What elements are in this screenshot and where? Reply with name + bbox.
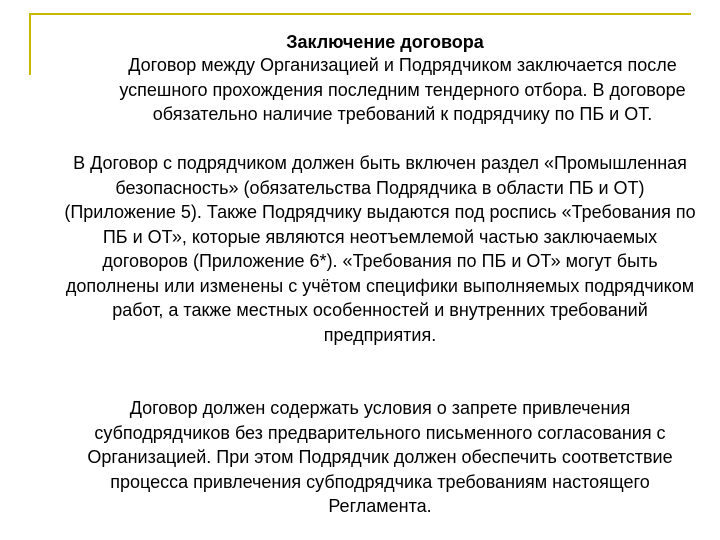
frame-top-line [29, 13, 691, 15]
paragraph-contract-conclusion: Договор между Организацией и Подрядчиком заключается после успешного прохождения последним тендерного отбора. В договоре обязательно наличие требований к подрядчику по ПБ и ОТ. [119, 55, 686, 124]
paragraph-subcontractors: Договор должен содержать условия о запрете привлечения субподрядчиков без предварительного письменного согласования с Организацией. При этом Подрядчик должен обеспечить соответствие процесса привлечения субподрядчика требованиям настоящего Регламента. [87, 398, 673, 516]
frame-left-line [29, 13, 31, 75]
slide-title: Заключение договора [286, 32, 484, 52]
paragraph-industrial-safety: В Договор с подрядчиком должен быть включен раздел «Промышленная безопасность» (обязательства Подрядчика в области ПБ и ОТ) (Приложение 5). Также Подрядчику выдаются под роспись «Требования по ПБ и ОТ», которые являются неотъемлемой частью заключаемых договоров (Приложение 6*). «Требования по ПБ и ОТ» могут быть дополнены или изменены с учётом специфики выполняемых подрядчиком работ, а также местных особенностей и внутренних требований предприятия. [64, 153, 696, 345]
